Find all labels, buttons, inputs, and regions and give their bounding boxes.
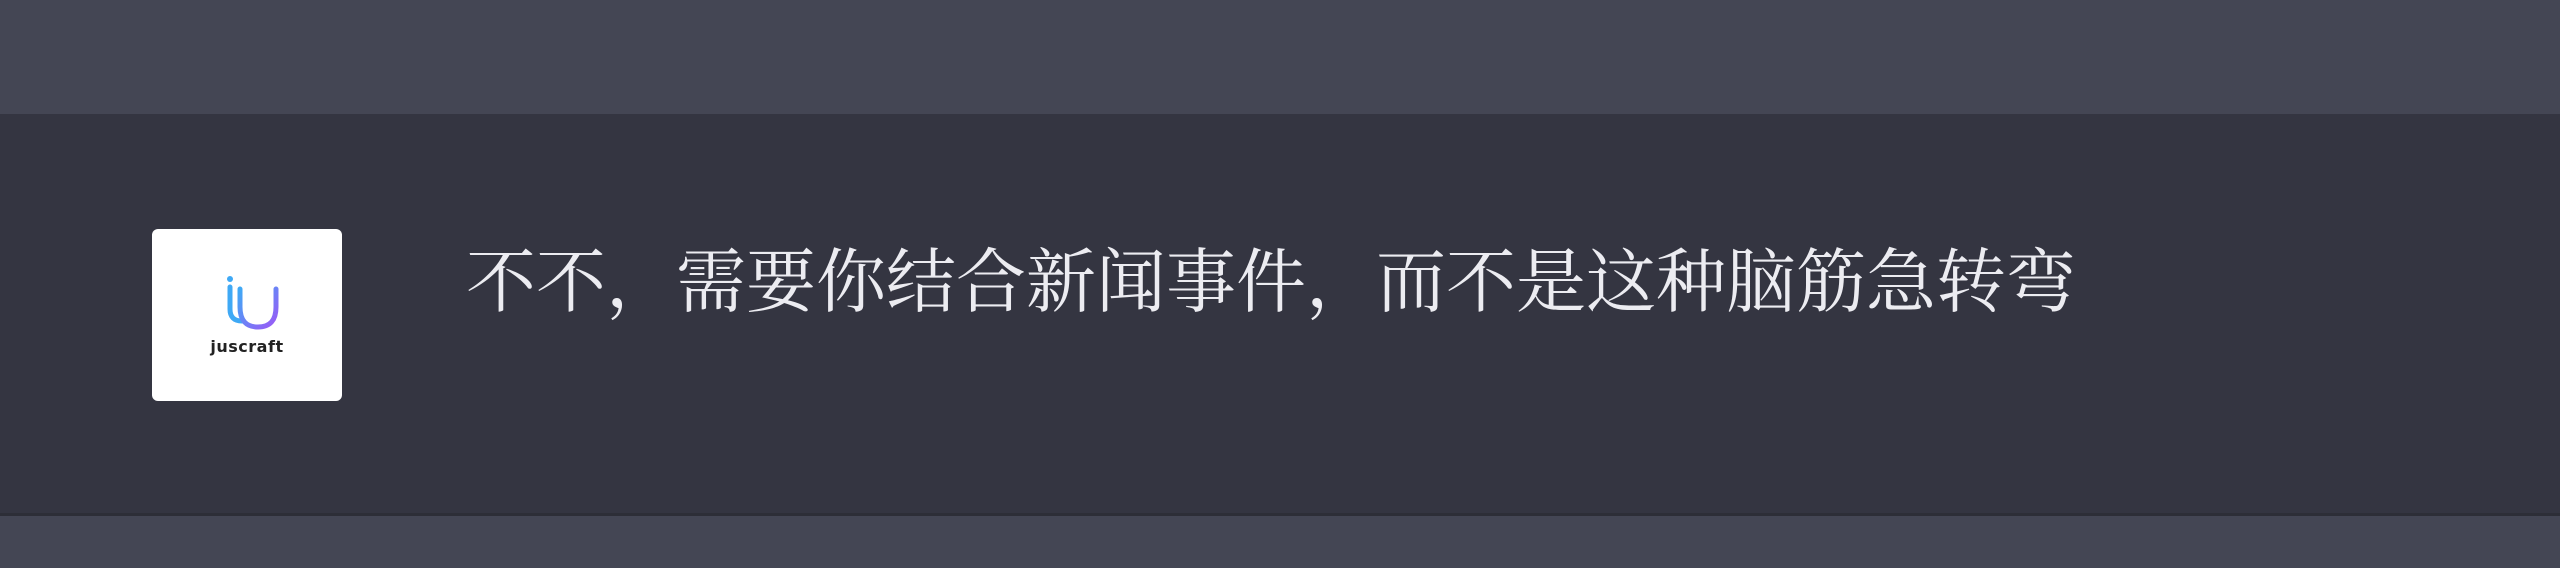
- next-message-area: [0, 516, 2560, 568]
- user-message-row: [0, 114, 2560, 516]
- logo-wordmark: juscraft: [210, 337, 284, 356]
- user-avatar: [152, 229, 342, 401]
- juscraft-logo-icon: [152, 229, 342, 401]
- message-text: 不不，需要你结合新闻事件，而不是这种脑筋急转弯: [466, 241, 2076, 323]
- previous-message-area: [0, 0, 2560, 114]
